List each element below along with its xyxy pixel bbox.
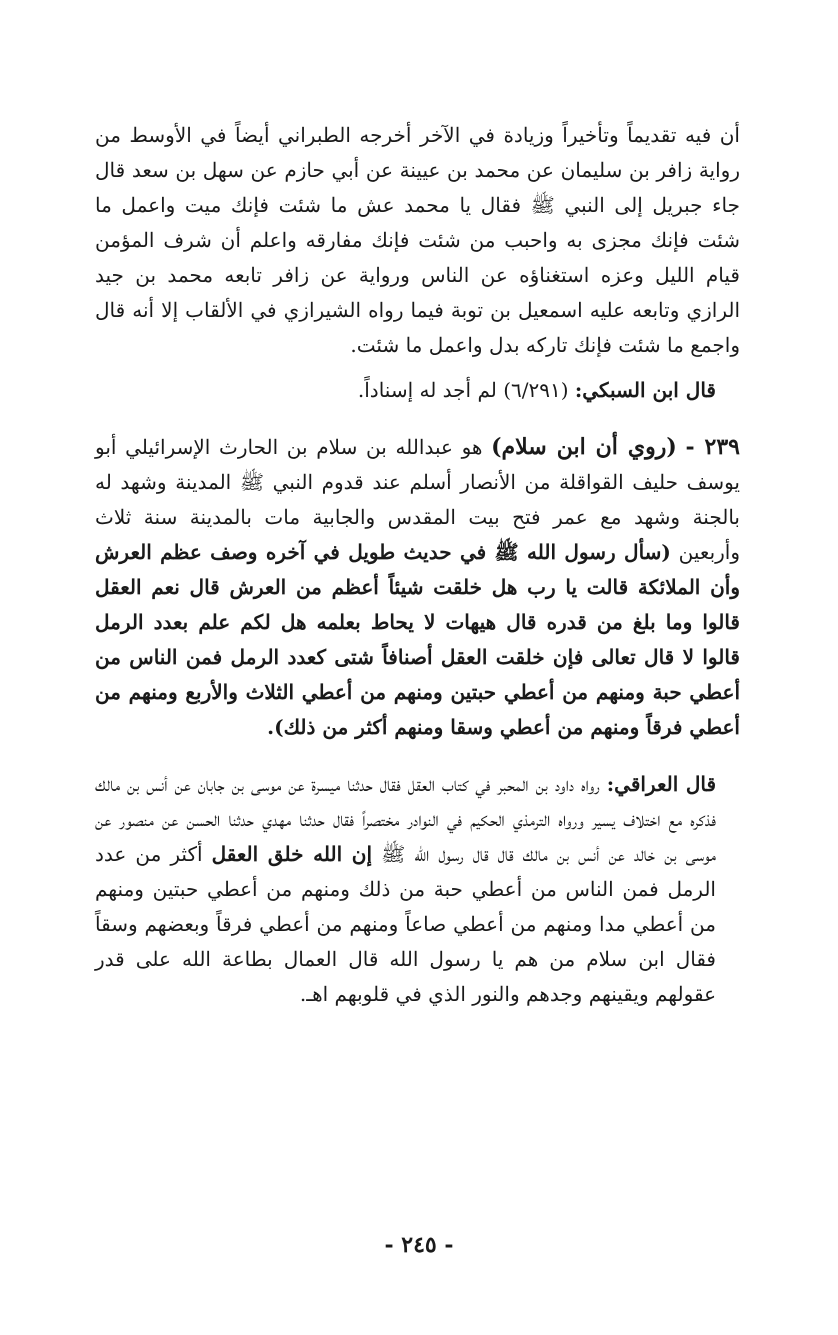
iraqi-text-after: أكثر من عدد الرمل فمن الناس من أعطي حبة من ذلك ومنهم من أعطي حبتين ومنهم من أعطي مدا ومنهم من أعطي صاعاً ومنهم من أعطي فرقاً وبعضهم وسقاً فقال ابن سلام من هم يا رسول الله قال العمال بطاعة الله على قدر عقولهم ويقينهم وجدهم والنور الذي في قلوبهم اهـ. (95, 842, 716, 1006)
entry-number: ٢٣٩ - (685, 434, 740, 460)
page-number: - ٢٤٥ - (384, 1232, 454, 1258)
paragraph-iraqi (95, 767, 740, 1012)
page-body (95, 118, 740, 1012)
entry-quote: (سأل رسول الله ﷺ في حديث طويل في آخره وصف عظم العرش وأن الملائكة قالت يا رب هل خلقت شيئاً أعظم من العرش قال نعم العقل قالوا وما بلغ من قدره قال هيهات لا يحاط بعلمه هل لكم علم بعدد الرمل قالوا لا قال تعالى فإن خلقت العقل أصنافاً شتى كعدد الرمل فمن الناس من أعطي حبة ومنهم من أعطي حبتين ومنهم من أعطي الثلاث والأربع ومنهم من أعطي فرقاً ومنهم من أعطي وسقا ومنهم أكثر من ذلك). (95, 540, 740, 739)
paragraph-tabarani: أن فيه تقديماً وتأخيراً وزيادة في الآخر أخرجه الطبراني أيضاً في الأوسط من رواية زافر بن سليمان عن محمد بن عيينة عن أبي حازم عن سهل بن سعد قال جاء جبريل إلى النبي ﷺ فقال يا محمد عش ما شئت فإنك ميت واعمل ما شئت فإنك مجزى به واحبب من شئت فإنك مفارقه واعلم أن شرف المؤمن قيام الليل وعزه استغناؤه عن الناس ورواية عن زافر تابعه محمد بن جيد الرازي وتابعه عليه اسمعيل بن توبة فيما رواه الشيرازي في الألقاب إلا أنه قال واجمع ما شئت فإنك تاركه بدل واعمل ما شئت. (95, 123, 740, 357)
paragraph-subki (95, 373, 740, 408)
iraqi-label: قال العراقي: (606, 772, 717, 796)
entry-text: هو عبدالله بن سلام بن الحارث الإسرائيلي أبو يوسف حليف القواقلة من الأنصار أسلم عند قدوم النبي ﷺ المدينة وشهد له بالجنة وشهد مع عمر فتح بيت المقدس والجابية مات بالمدينة سنة ثلاث وأربعين (95, 435, 741, 564)
subki-label: قال ابن السبكي: (574, 378, 716, 402)
entry-title: (روي أن ابن سلام) (491, 434, 677, 460)
iraqi-text-before: رواه داود بن المحبر في كتاب العقل فقال حدثنا ميسرة عن موسى بن جابان عن أنس بن مالك فذكره مع اختلاف يسير ورواه الترمذي الحكيم في النوادر مختصراً فقال حدثنا مهدي حدثنا الحسن عن منصور عن موسى بن خالد عن أنس بن مالك قال قال رسول الله ﷺ (95, 772, 717, 866)
entry-239 (95, 430, 740, 745)
subki-text: (٦/٢٩١) لم أجد له إسناداً. (357, 378, 569, 402)
iraqi-bold-phrase: إن الله خلق العقل (211, 842, 373, 866)
